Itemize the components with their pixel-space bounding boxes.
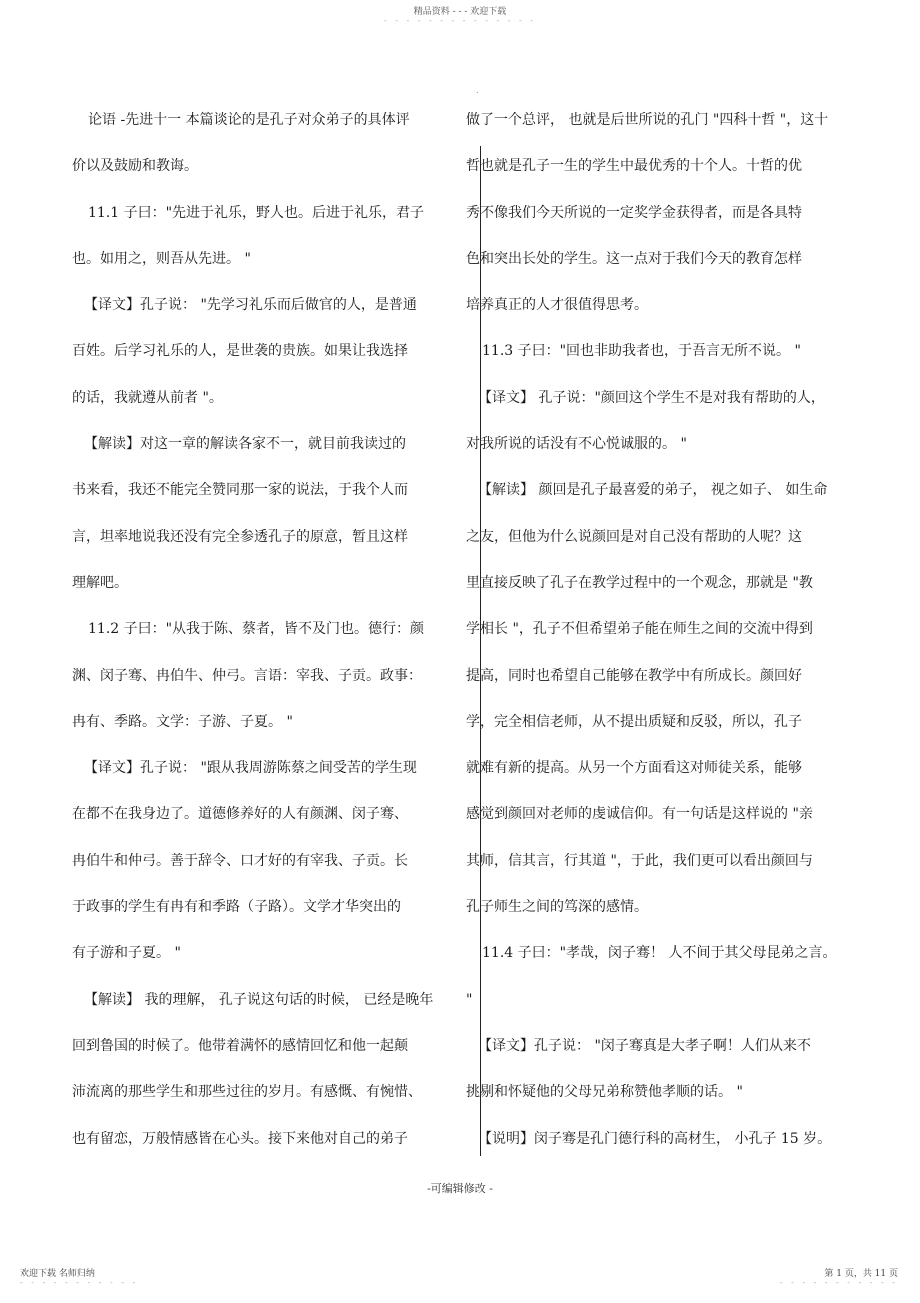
text-line: 百姓。后学习礼乐的人，是世袭的贵族。如果让我选择 (72, 343, 408, 360)
text-line: 【说明】闵子骞是孔门德行科的高材生， 小孔子 15 岁。 (478, 1130, 832, 1147)
text-line: " (466, 991, 473, 1008)
mark-dot: . (476, 86, 479, 95)
text-line: 书来看，我还不能完全赞同那一家的说法，于我个人而 (72, 482, 408, 499)
text-line: 论语 -先进十一 本篇谈论的是孔子对众弟子的具体评 (88, 112, 410, 128)
text-line: 挑剔和怀疑他的父母兄弟称赞他孝顺的话。 " (466, 1084, 743, 1101)
text-line: 秀不像我们今天所说的一定奖学金获得者，而是各具特 (466, 204, 802, 221)
text-line: 【解读】对这一章的解读各家不一，就目前我读过的 (84, 436, 406, 453)
text-line: 【解读】 我的理解， 孔子说这句话的时候， 已经是晚年 (84, 991, 434, 1008)
text-line: 理解吧。 (72, 574, 128, 591)
text-line: 孔子师生之间的笃深的感情。 (466, 899, 648, 916)
footer-right-dashes: - - - - - - - - - - - (779, 1278, 898, 1287)
text-line: 也有留恋，万般情感皆在心头。接下来他对自己的弟子 (72, 1130, 408, 1147)
text-line: 【译文】 孔子说："颜回这个学生不是对我有帮助的人， (478, 389, 825, 406)
right-column (466, 108, 858, 1173)
text-line: 有子游和子夏。 " (72, 945, 181, 962)
text-line: 【译文】孔子说： "先学习礼乐而后做官的人，是普通 (84, 297, 417, 314)
text-line: 学，完全相信老师，从不提出质疑和反驳，所以，孔子 (466, 713, 802, 730)
text-line: 价以及鼓励和教诲。 (72, 158, 198, 175)
text-line: 沛流离的那些学生和那些过往的岁月。有感慨、有惋惜、 (72, 1084, 422, 1101)
header-dashes: - - - - - - - - - - - - - - (384, 16, 536, 25)
text-line: 于政事的学生有冉有和季路（子路）。文学才华突出的 (72, 899, 401, 916)
text-line: 之友，但他为什么说颜回是对自己没有帮助的人呢？这 (466, 528, 802, 545)
text-line: 回到鲁国的时候了。他带着满怀的感情回忆和他一起颠 (72, 1037, 408, 1054)
text-line: 提高，同时也希望自己能够在教学中有所成长。颜回好 (466, 667, 802, 684)
text-line: 学相长 "，孔子不但希望弟子能在师生之间的交流中得到 (466, 621, 813, 638)
text-line: 11.2 子曰："从我于陈、蔡者，皆不及门也。德行：颜 (88, 621, 425, 638)
text-line: 在都不在我身边了。道德修养好的人有颜渊、闵子骞、 (72, 806, 408, 823)
text-line: 色和突出长处的学生。这一点对于我们今天的教育怎样 (466, 250, 802, 267)
footer-left-dashes: - - - - - - - - - - - (20, 1278, 139, 1287)
text-line: 的话，我就遵从前者 "。 (72, 389, 223, 406)
text-line: 培养真正的人才很值得思考。 (466, 297, 648, 314)
text-line: 11.1 子曰："先进于礼乐，野人也。后进于礼乐，君子 (88, 204, 425, 221)
text-line: 也。如用之，则吾从先进。 " (72, 250, 251, 267)
text-line: 里直接反映了孔子在教学过程中的一个观念，那就是 "教 (466, 574, 813, 591)
text-line: 渊、闵子骞、冉伯牛、仲弓。言语：宰我、子贡。政事： (72, 667, 422, 684)
text-line: 对我所说的话没有不心悦诚服的。 " (466, 436, 687, 453)
text-line: 冉有、季路。文学：子游、子夏。 " (72, 713, 293, 730)
text-line: 感觉到颜回对老师的虔诚信仰。有一句话是这样说的 "亲 (466, 806, 813, 823)
text-line: 言，坦率地说我还没有完全参透孔子的原意，暂且这样 (72, 528, 408, 545)
text-line: 冉伯牛和仲弓。善于辞令、口才好的有宰我、子贡。长 (72, 852, 408, 869)
left-column (72, 108, 457, 1173)
text-line: 做了一个总评， 也就是后世所说的孔门 "四科十哲 "，这十 (466, 112, 829, 128)
text-line: 就难有新的提高。从另一个方面看这对师徒关系，能够 (466, 760, 802, 777)
page-number: 第 1 页，共 11 页 (824, 1269, 898, 1279)
text-line: 【解读】 颜回是孔子最喜爱的弟子， 视之如子、 如生命 (478, 482, 828, 499)
footer-left-text: 欢迎下载 名师归纳 (20, 1269, 95, 1279)
text-line: 【译文】孔子说： "闵子骞真是大孝子啊！人们从来不 (478, 1037, 811, 1054)
text-line: 哲也就是孔子一生的学生中最优秀的十个人。十哲的优 (466, 158, 802, 175)
text-line: 【译文】孔子说： "跟从我周游陈蔡之间受苦的学生现 (84, 760, 417, 777)
text-line: 其师，信其言，行其道 "，于此，我们更可以看出颜回与 (466, 852, 813, 869)
text-line: 11.3 子曰："回也非助我者也，于吾言无所不说。 " (482, 343, 801, 360)
page-header: 精品资料 - - - 欢迎下载 (413, 7, 507, 17)
text-line: 11.4 子曰："孝哉，闵子骞！ 人不间于其父母昆弟之言。 (482, 945, 837, 962)
footer-note: -可编辑修改 - (427, 1182, 493, 1195)
